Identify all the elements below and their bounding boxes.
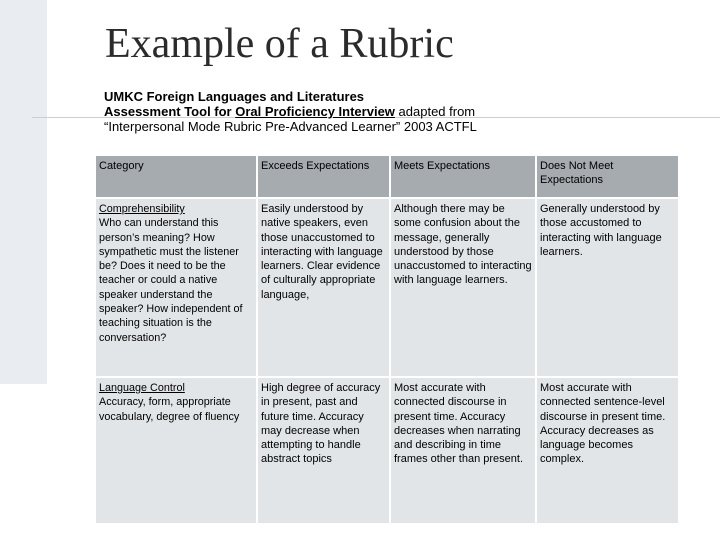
category-description: Accuracy, form, appropriate vocabulary, degree of fluency (99, 396, 240, 423)
table-row (96, 198, 679, 377)
subtitle-line-2-normal: adapted from (394, 104, 476, 119)
slide-subtitle (104, 89, 704, 134)
decorative-side-bar (0, 0, 47, 384)
does-not-meet-cell: Most accurate with connected sentence-level discourse in present time. Accuracy decreases as language becomes complex. (536, 377, 679, 524)
slide-title: Example of a Rubric (105, 21, 454, 67)
table-row (96, 377, 679, 524)
rubric-header-row (96, 156, 679, 198)
subtitle-line-2-bold: Assessment Tool for (104, 104, 236, 119)
header-exceeds-expectations: Exceeds Expectations (257, 156, 390, 198)
exceeds-cell: High degree of accuracy in present, past and future time. Accuracy may decrease when attempting to handle abstract topics (257, 377, 390, 524)
subtitle-line-2-underlined: Oral Proficiency Interview (235, 104, 395, 119)
meets-cell: Most accurate with connected discourse in present time. Accuracy decreases when narrating and describing in time frames other than present. (390, 377, 536, 524)
category-title: Language Control (99, 382, 185, 394)
category-cell (96, 198, 257, 377)
header-meets-expectations: Meets Expectations (390, 156, 536, 198)
meets-cell: Although there may be some confusion about the message, generally understood by those unaccustomed to interacting with language learners. (390, 198, 536, 377)
exceeds-cell: Easily understood by native speakers, even those unaccustomed to interacting with language learners. Clear evidence of culturally appropriate language, (257, 198, 390, 377)
rubric-table (96, 156, 680, 525)
subtitle-line-1: UMKC Foreign Languages and Literatures (104, 89, 365, 104)
category-cell (96, 377, 257, 524)
subtitle-line-3: “Interpersonal Mode Rubric Pre-Advanced Learner” 2003 ACTFL (104, 119, 477, 134)
header-category: Category (96, 156, 257, 198)
header-does-not-meet-expectations: Does Not Meet Expectations (536, 156, 679, 198)
category-title: Comprehensibility (99, 203, 185, 215)
does-not-meet-cell: Generally understood by those accustomed to interacting with language learners. (536, 198, 679, 377)
category-description: Who can understand this person’s meaning? How sympathetic must the listener be? Does it need to be the teacher or could a native speaker understand the speaker? How independent of teaching situation is the conversation? (99, 217, 243, 344)
